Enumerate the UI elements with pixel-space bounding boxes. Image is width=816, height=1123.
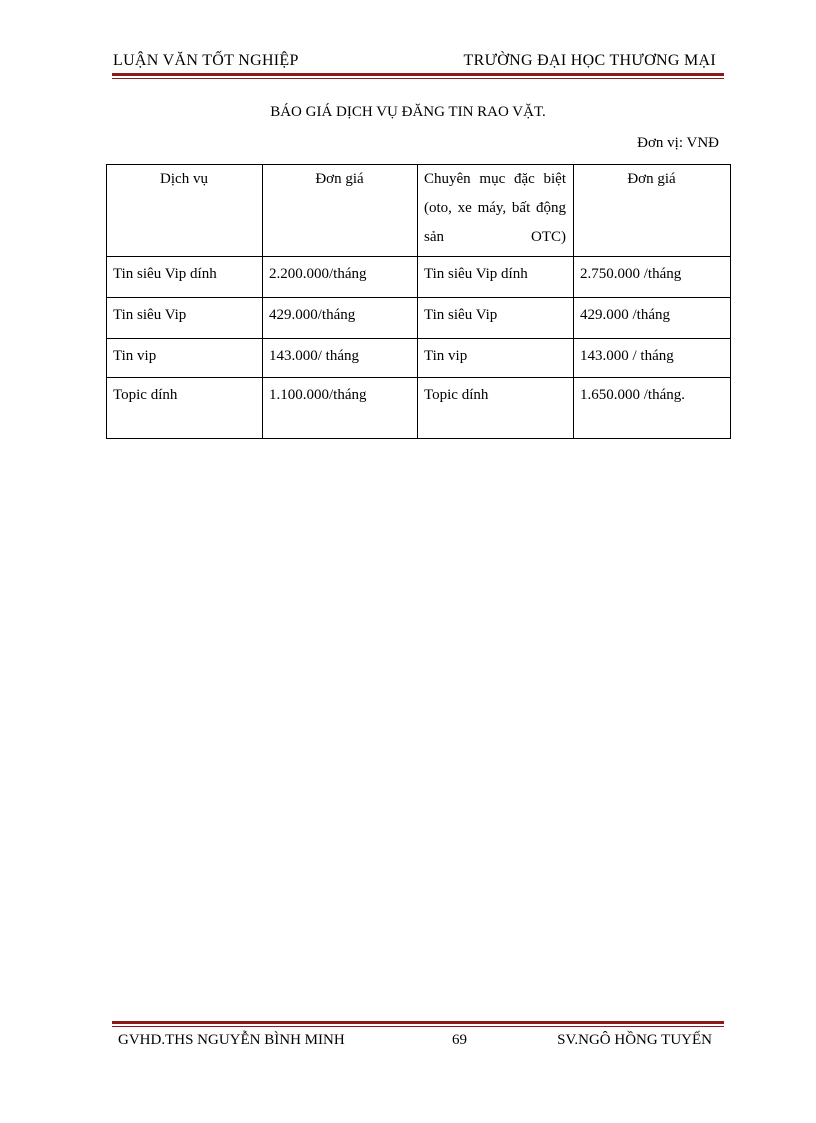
header-right: TRƯỜNG ĐẠI HỌC THƯƠNG MẠI bbox=[463, 52, 716, 69]
unit-label: Đơn vị: VNĐ bbox=[637, 135, 719, 151]
table-row bbox=[107, 339, 731, 378]
table-row bbox=[107, 257, 731, 298]
table-cell: 429.000 /tháng bbox=[574, 298, 731, 339]
footer-advisor: GVHD.THS NGUYỄN BÌNH MINH bbox=[118, 1032, 345, 1048]
page-number: 69 bbox=[452, 1032, 467, 1048]
page-title: BÁO GIÁ DỊCH VỤ ĐĂNG TIN RAO VẶT. bbox=[270, 104, 546, 120]
column-header-special-category: Chuyên mục đặc biệt (oto, xe máy, bất động sản OTC) bbox=[418, 165, 574, 257]
column-header-service: Dịch vụ bbox=[107, 165, 263, 257]
table-cell: Tin siêu Vip dính bbox=[107, 257, 263, 298]
table-cell: 1.100.000/tháng bbox=[263, 378, 418, 439]
table-header-row bbox=[107, 165, 731, 257]
table-cell: Tin siêu Vip bbox=[107, 298, 263, 339]
column-header-special-price: Đơn giá bbox=[574, 165, 731, 257]
table-cell: 143.000 / tháng bbox=[574, 339, 731, 378]
header-left: LUẬN VĂN TỐT NGHIỆP bbox=[113, 52, 299, 69]
table-cell: Topic dính bbox=[418, 378, 574, 439]
table-cell: Tin vip bbox=[107, 339, 263, 378]
table-row bbox=[107, 378, 731, 439]
table-cell: 429.000/tháng bbox=[263, 298, 418, 339]
column-header-price: Đơn giá bbox=[263, 165, 418, 257]
table-cell: Tin vip bbox=[418, 339, 574, 378]
table-row bbox=[107, 298, 731, 339]
table-cell: 2.200.000/tháng bbox=[263, 257, 418, 298]
table-cell: 2.750.000 /tháng bbox=[574, 257, 731, 298]
table-cell: Tin siêu Vip dính bbox=[418, 257, 574, 298]
table-cell: 143.000/ tháng bbox=[263, 339, 418, 378]
table-cell: Tin siêu Vip bbox=[418, 298, 574, 339]
footer-rule bbox=[112, 1021, 724, 1027]
footer-student: SV.NGÔ HỒNG TUYẾN bbox=[557, 1032, 712, 1048]
header-rule bbox=[112, 73, 724, 79]
price-table bbox=[106, 164, 731, 439]
table-cell: Topic dính bbox=[107, 378, 263, 439]
table-cell: 1.650.000 /tháng. bbox=[574, 378, 731, 439]
